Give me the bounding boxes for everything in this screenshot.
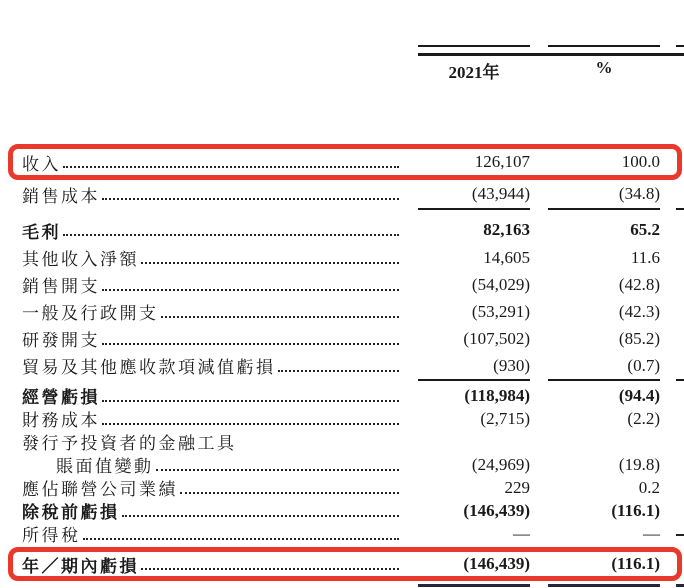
column-header-year: 2021年 [448,63,500,82]
value-2021: (107,502) [463,328,530,348]
value-2021: 14,605 [483,247,530,267]
dot-leader [278,370,400,372]
row-cost-of-sales [0,180,660,208]
row-loss-for-year [0,547,660,581]
header-top-rule [418,53,684,56]
value-percent: 100.0 [621,152,660,171]
row-loss-before-tax [0,499,660,522]
row-share-of-associates [0,476,660,499]
value-percent: (85.2) [618,328,660,348]
row-carrying-value-change [0,453,660,476]
row-label: 財務成本 [22,411,100,430]
row-label: 一般及行政開支 [22,304,159,323]
value-percent: (34.8) [618,184,660,203]
row-income-tax [0,522,660,545]
dot-leader [102,343,399,345]
dot-leader [63,166,399,168]
row-label: 應佔聯營公司業績 [22,480,178,499]
value-percent: (116.1) [611,500,660,520]
row-operating-loss [0,384,660,407]
dot-leader [141,568,399,570]
subtotal-rule [0,208,684,210]
row-selling-expenses [0,271,660,298]
row-label: 貿易及其他應收款項減值虧損 [22,358,276,377]
value-2021: (53,291) [471,301,530,321]
row-general-admin-expenses [0,298,660,325]
header-underline [0,45,684,47]
value-2021: (24,969) [471,454,530,474]
row-label: 銷售開支 [22,277,100,296]
row-label: 其他收入淨額 [22,250,139,269]
value-percent: (42.8) [618,274,660,294]
value-2021: — [513,523,530,543]
row-label: 研發開支 [22,331,100,350]
dot-leader [161,316,400,318]
dot-leader [102,400,399,402]
row-finance-costs [0,407,660,430]
row-label: 毛利 [22,222,61,242]
financial-statement-page [0,45,684,588]
dot-leader [156,469,400,471]
row-label: 賬面值變動 [56,457,154,476]
value-2021: (930) [493,355,530,375]
dot-leader [180,492,399,494]
value-percent: (94.4) [618,385,660,405]
value-percent: (42.3) [618,301,660,321]
dot-leader [63,234,399,236]
row-rd-expenses [0,325,660,352]
row-impairment-loss-receivables [0,352,660,379]
row-label: 除稅前虧損 [22,503,120,522]
row-financial-instruments-line1 [0,430,660,453]
value-2021: 126,107 [474,152,530,171]
dot-leader [102,423,399,425]
row-label: 銷售成本 [22,186,100,206]
value-percent: (116.1) [611,554,660,573]
row-label: 經營虧損 [22,388,100,407]
value-2021: 82,163 [483,220,530,239]
row-label: 收入 [22,154,61,174]
value-2021: (118,984) [464,385,530,405]
value-2021: (54,029) [471,274,530,294]
dot-leader [141,262,399,264]
value-2021: (2,715) [480,408,530,428]
value-percent: 0.2 [638,477,660,497]
dot-leader [102,198,399,200]
value-percent: 11.6 [630,247,660,267]
value-percent: 65.2 [630,220,660,239]
row-gross-profit [0,216,660,244]
table-header [0,45,684,94]
row-label: 年／期內虧損 [22,556,139,576]
total-double-rule [0,584,684,586]
value-percent: — [643,523,660,543]
value-percent: (2.2) [627,408,660,428]
column-header-percent: % [595,58,613,77]
value-2021: (146,439) [463,500,530,520]
value-2021: (146,439) [463,554,530,573]
value-percent: (0.7) [627,355,660,375]
row-other-income-net [0,244,660,271]
row-revenue [0,144,660,180]
dot-leader [122,515,400,517]
row-label: 發行予投資者的金融工具 [22,434,237,453]
dot-leader [102,289,399,291]
subtotal-rule [0,379,684,381]
row-label: 所得稅 [22,526,81,545]
cutoff-column-dash [676,534,684,536]
value-2021: 229 [504,477,530,497]
dot-leader [83,538,400,540]
value-2021: (43,944) [471,184,530,203]
value-percent: (19.8) [618,454,660,474]
